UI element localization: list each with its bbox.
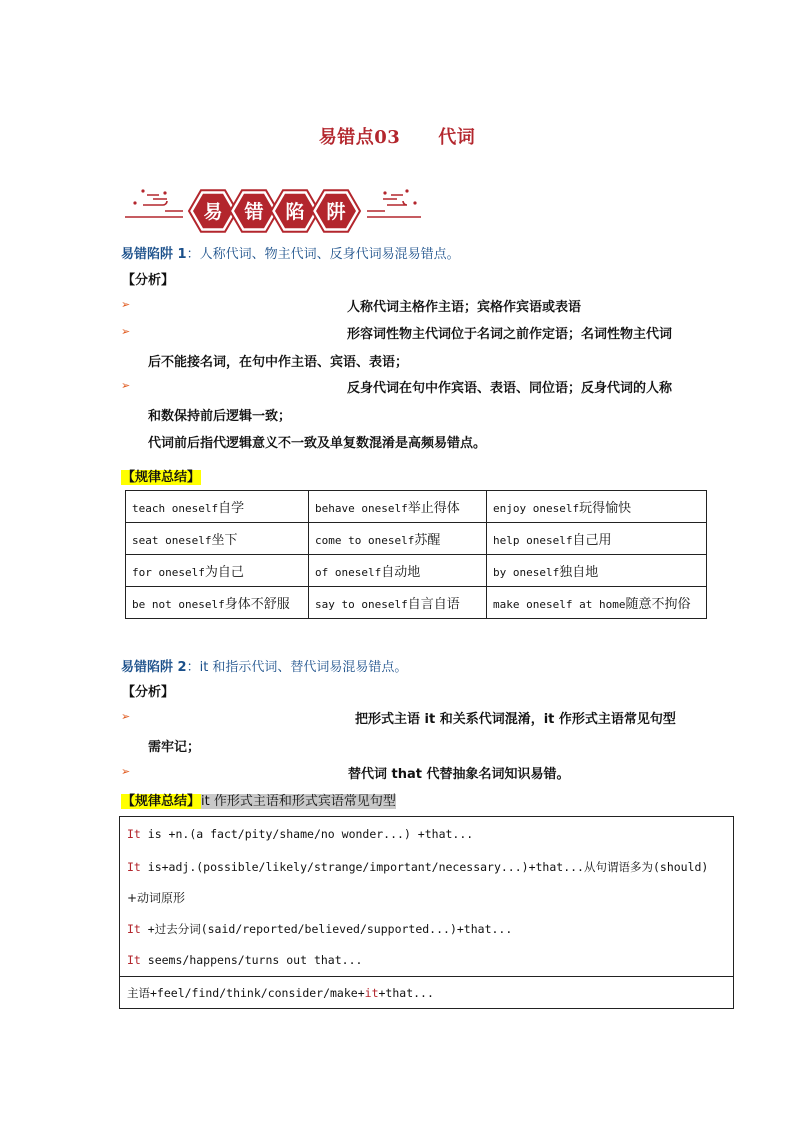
title-left: 易错点03 <box>318 127 401 148</box>
table-cell <box>309 555 487 587</box>
trap2-summary-label: 【规律总结】 <box>122 794 201 809</box>
phrase-english: enjoy oneself <box>493 502 580 515</box>
pattern-line-4: It seems/happens/turns out that... <box>127 953 363 967</box>
table-cell <box>126 491 309 523</box>
left-ornament <box>125 195 183 217</box>
table-cell <box>309 491 487 523</box>
oneself-phrase-table <box>125 490 707 619</box>
trap2-point1-line2: 需牢记； <box>148 740 201 755</box>
trap2-analysis-label: 【分析】 <box>122 685 175 700</box>
banner-graphic <box>125 183 425 239</box>
table-cell <box>487 523 707 555</box>
table-cell <box>487 587 707 619</box>
table-cell <box>487 491 707 523</box>
right-ornament <box>367 195 421 217</box>
trap1-label: 易错陷阱 1 <box>121 247 187 262</box>
pattern-line-5: 主语+feel/find/think/consider/make+it+that... <box>127 986 434 1000</box>
phrase-chinese: 苏醒 <box>414 533 441 548</box>
it-pattern-box <box>119 816 734 1009</box>
bullet-icon: ➢ <box>121 379 131 392</box>
trap2-summary-heading <box>121 790 396 809</box>
table-row <box>126 555 707 587</box>
trap1-point2-line2: 后不能接名词，在句中作主语、宾语、表语； <box>148 355 409 370</box>
banner-char: 陷 <box>285 201 305 223</box>
phrase-english: for oneself <box>132 566 205 579</box>
phrase-chinese: 身体不舒服 <box>224 597 290 612</box>
bullet-icon: ➢ <box>121 765 131 778</box>
trap1-note: 代词前后指代逻辑意义不一致及单复数混淆是高频易错点。 <box>148 436 487 451</box>
trap2-point2: 替代词 that 代替抽象名词知识易错。 <box>348 767 570 782</box>
pattern-line-2: It is+adj.(possible/likely/strange/important/necessary...)+that...从句谓语多为(should) <box>127 860 709 874</box>
phrase-english: teach oneself <box>132 502 219 515</box>
phrase-chinese: 坐下 <box>211 533 238 548</box>
table-cell <box>309 587 487 619</box>
trap1-analysis-label: 【分析】 <box>122 273 175 288</box>
pattern-line-1: It is +n.(a fact/pity/shame/no wonder...) +that... <box>127 827 474 841</box>
trap1-point2-line1: 形容词性物主代词位于名词之前作定语；名词性物主代词 <box>347 327 673 342</box>
title-right: 代词 <box>438 127 476 148</box>
phrase-english: seat oneself <box>132 534 212 547</box>
trap1-point1: 人称代词主格作主语；宾格作宾语或表语 <box>347 300 582 315</box>
table-cell <box>309 523 487 555</box>
phrase-english: help oneself <box>493 534 573 547</box>
table-row <box>126 587 707 619</box>
trap1-text: ：人称代词、物主代词、反身代词易混易错点。 <box>186 247 460 262</box>
pattern-line-2-cont: +动词原形 <box>127 891 186 905</box>
bullet-icon: ➢ <box>121 325 131 338</box>
table-row <box>126 523 707 555</box>
bullet-icon: ➢ <box>121 710 131 723</box>
trap2-heading <box>121 656 407 675</box>
banner-char: 错 <box>244 201 264 223</box>
phrase-chinese: 为自己 <box>204 565 244 580</box>
banner-hexagons <box>189 190 360 232</box>
phrase-english: behave oneself <box>315 502 408 515</box>
table-cell <box>487 555 707 587</box>
trap1-summary-label: 【规律总结】 <box>122 470 201 485</box>
phrase-chinese: 自言自语 <box>407 597 460 612</box>
phrase-english: by oneself <box>493 566 560 579</box>
trap2-point1-line1: 把形式主语 it 和关系代词混淆，it 作形式主语常见句型 <box>355 712 676 727</box>
phrase-english: be not oneself <box>132 598 225 611</box>
phrase-chinese: 独自地 <box>559 565 599 580</box>
banner-char: 阱 <box>326 201 346 223</box>
phrase-chinese: 自学 <box>218 501 245 516</box>
table-cell <box>126 555 309 587</box>
banner-char: 易 <box>203 201 223 223</box>
phrase-chinese: 自动地 <box>381 565 421 580</box>
table-row <box>126 491 707 523</box>
trap2-summary-extra: it 作形式主语和形式宾语常见句型 <box>201 794 396 809</box>
phrase-chinese: 举止得体 <box>407 501 460 516</box>
phrase-english: of oneself <box>315 566 382 579</box>
trap2-label: 易错陷阱 2 <box>121 660 187 675</box>
phrase-english: make oneself at home <box>493 598 626 611</box>
trap1-point3-line2: 和数保持前后逻辑一致； <box>148 409 292 424</box>
table-cell <box>126 523 309 555</box>
trap1-heading <box>121 243 460 262</box>
phrase-chinese: 玩得愉快 <box>579 501 632 516</box>
table-cell <box>126 587 309 619</box>
trap1-point3-line1: 反身代词在句中作宾语、表语、同位语；反身代词的人称 <box>347 381 673 396</box>
bullet-icon: ➢ <box>121 298 131 311</box>
trap2-text: ：it 和指示代词、替代词易混易错点。 <box>186 660 408 675</box>
phrase-english: say to oneself <box>315 598 408 611</box>
phrase-chinese: 随意不拘俗 <box>625 597 691 612</box>
pattern-line-3: It +过去分词(said/reported/believed/supported...)+that... <box>127 922 513 936</box>
trap-banner <box>125 183 425 239</box>
page-title <box>0 123 794 149</box>
phrase-chinese: 自己用 <box>572 533 612 548</box>
pattern-divider <box>120 976 733 977</box>
phrase-english: come to oneself <box>315 534 415 547</box>
